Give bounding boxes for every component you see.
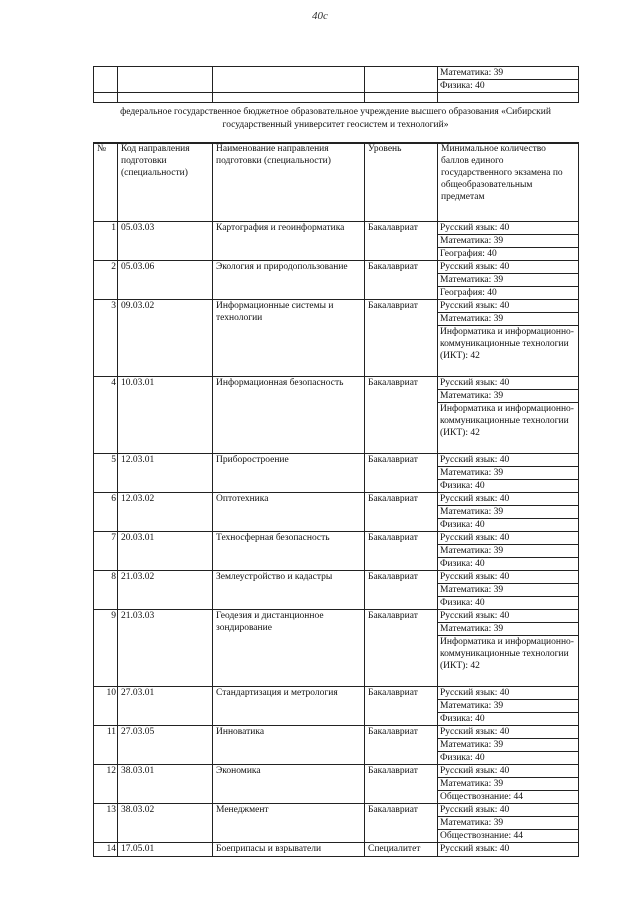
row-code: 27.03.01 <box>118 687 213 726</box>
row-code: 21.03.03 <box>118 610 213 687</box>
subject-cell: Физика: 40 <box>440 753 485 763</box>
subject-cell: Физика: 40 <box>440 520 485 530</box>
row-level: Бакалавриат <box>365 571 438 610</box>
institution-block <box>93 102 578 144</box>
institution-name: федеральное государственное бюджетное образовательное учреждение высшего образования «Сибирский государственный университет геосистем и технологий» <box>120 107 551 130</box>
table-row <box>94 454 579 493</box>
subject-cell: Обществознание: 44 <box>440 831 523 841</box>
row-level: Бакалавриат <box>365 765 438 804</box>
row-number: 6 <box>94 493 118 532</box>
subject-cell: Физика: 40 <box>440 81 485 91</box>
row-subjects <box>438 571 579 610</box>
row-code: 17.05.01 <box>118 843 213 857</box>
row-subjects <box>438 610 579 687</box>
row-number: 11 <box>94 726 118 765</box>
row-subjects <box>438 843 579 857</box>
row-name: Боеприпасы и взрыватели <box>213 843 365 857</box>
subject-cell: Русский язык: 40 <box>438 726 578 739</box>
table-body <box>94 222 579 857</box>
subject-cell: Математика: 39 <box>438 778 578 791</box>
subject-cell: Русский язык: 40 <box>440 844 510 854</box>
row-number: 13 <box>94 804 118 843</box>
table-row <box>94 687 579 726</box>
subject-cell: Русский язык: 40 <box>438 571 578 584</box>
row-code: 10.03.01 <box>118 377 213 454</box>
row-level: Специалитет <box>365 843 438 857</box>
row-code: 09.03.02 <box>118 300 213 377</box>
row-number: 4 <box>94 377 118 454</box>
row-level: Бакалавриат <box>365 804 438 843</box>
row-code: 05.03.03 <box>118 222 213 261</box>
row-subjects <box>438 726 579 765</box>
subject-cell: Математика: 39 <box>438 545 578 558</box>
table-row <box>94 222 579 261</box>
row-level: Бакалавриат <box>365 377 438 454</box>
row-number: 1 <box>94 222 118 261</box>
subject-cell: Математика: 39 <box>438 700 578 713</box>
row-name: Информационные системы и технологии <box>213 300 365 377</box>
row-name: Стандартизация и метрология <box>213 687 365 726</box>
subject-cell: Математика: 39 <box>438 67 578 80</box>
subject-cell: Математика: 39 <box>438 817 578 830</box>
subject-cell: География: 40 <box>440 249 497 259</box>
row-number: 10 <box>94 687 118 726</box>
row-code: 12.03.01 <box>118 454 213 493</box>
subject-cell: Русский язык: 40 <box>438 687 578 700</box>
row-code: 38.03.01 <box>118 765 213 804</box>
subject-cell: Русский язык: 40 <box>438 300 578 313</box>
row-number: 9 <box>94 610 118 687</box>
subject-cell: Математика: 39 <box>438 313 578 326</box>
row-name: Менеджмент <box>213 804 365 843</box>
subject-cell: Русский язык: 40 <box>438 804 578 817</box>
row-subjects <box>438 765 579 804</box>
subject-cell: Математика: 39 <box>438 235 578 248</box>
exam-scores-table <box>93 142 579 857</box>
row-level: Бакалавриат <box>365 687 438 726</box>
row-name: Землеустройство и кадастры <box>213 571 365 610</box>
subject-cell: Обществознание: 44 <box>440 792 523 802</box>
row-subjects <box>438 300 579 377</box>
subject-cell: География: 40 <box>440 288 497 298</box>
row-subjects <box>438 532 579 571</box>
subject-cell: Русский язык: 40 <box>438 610 578 623</box>
row-level: Бакалавриат <box>365 261 438 300</box>
row-number: 5 <box>94 454 118 493</box>
row-level: Бакалавриат <box>365 493 438 532</box>
subject-cell: Математика: 39 <box>438 506 578 519</box>
row-code: 20.03.01 <box>118 532 213 571</box>
header-level: Уровень <box>365 143 438 222</box>
row-number: 2 <box>94 261 118 300</box>
subject-cell: Русский язык: 40 <box>438 222 578 235</box>
page-number: 40с <box>312 10 328 22</box>
table-row <box>94 804 579 843</box>
subject-cell: Математика: 39 <box>438 623 578 636</box>
row-number: 8 <box>94 571 118 610</box>
row-name: Инноватика <box>213 726 365 765</box>
row-subjects <box>438 804 579 843</box>
table-row <box>94 261 579 300</box>
table-row <box>94 493 579 532</box>
row-name: Геодезия и дистанционное зондирование <box>213 610 365 687</box>
subject-cell: Физика: 40 <box>440 598 485 608</box>
subject-cell: Математика: 39 <box>438 390 578 403</box>
subject-cell: Русский язык: 40 <box>438 454 578 467</box>
row-number: 7 <box>94 532 118 571</box>
subject-cell: Русский язык: 40 <box>438 532 578 545</box>
row-name: Экономика <box>213 765 365 804</box>
table-row <box>94 532 579 571</box>
row-name: Экология и природопользование <box>213 261 365 300</box>
row-code: 27.03.05 <box>118 726 213 765</box>
row-code: 12.03.02 <box>118 493 213 532</box>
row-name: Информационная безопасность <box>213 377 365 454</box>
subject-cell: Математика: 39 <box>438 584 578 597</box>
row-number: 3 <box>94 300 118 377</box>
row-subjects <box>438 454 579 493</box>
row-code: 38.03.02 <box>118 804 213 843</box>
row-level: Бакалавриат <box>365 300 438 377</box>
header-min-score: Минимальное количество баллов единого государственного экзамена по общеобразовательным предметам <box>438 143 579 222</box>
row-level: Бакалавриат <box>365 454 438 493</box>
header-name: Наименование направления подготовки (специальности) <box>213 143 365 222</box>
subject-cell: Математика: 39 <box>438 467 578 480</box>
table-row <box>94 610 579 687</box>
row-number: 14 <box>94 843 118 857</box>
continuation-table <box>93 66 579 103</box>
row-code: 05.03.06 <box>118 261 213 300</box>
subject-cell: Русский язык: 40 <box>438 493 578 506</box>
row-name: Оптотехника <box>213 493 365 532</box>
table-row <box>94 377 579 454</box>
row-level: Бакалавриат <box>365 532 438 571</box>
subject-cell: Информатика и информационно-коммуникационные технологии (ИКТ): 42 <box>440 404 574 438</box>
row-subjects <box>438 493 579 532</box>
table-header-row <box>94 143 579 222</box>
row-name: Техносферная безопасность <box>213 532 365 571</box>
subject-cell: Русский язык: 40 <box>438 765 578 778</box>
subject-cell: Физика: 40 <box>440 714 485 724</box>
table-row <box>94 726 579 765</box>
table-row <box>94 843 579 857</box>
row-subjects <box>438 261 579 300</box>
row-level: Бакалавриат <box>365 726 438 765</box>
row-name: Картография и геоинформатика <box>213 222 365 261</box>
row-subjects <box>438 687 579 726</box>
header-code: Код направления подготовки (специальности) <box>118 143 213 222</box>
row-level: Бакалавриат <box>365 610 438 687</box>
subject-cell: Русский язык: 40 <box>438 261 578 274</box>
subject-cell: Физика: 40 <box>440 559 485 569</box>
subject-cell: Русский язык: 40 <box>438 377 578 390</box>
subject-cell: Информатика и информационно-коммуникационные технологии (ИКТ): 42 <box>440 637 574 671</box>
table-row <box>94 300 579 377</box>
subject-cell: Физика: 40 <box>440 481 485 491</box>
subject-cell: Математика: 39 <box>438 739 578 752</box>
subject-cell: Математика: 39 <box>438 274 578 287</box>
row-number: 12 <box>94 765 118 804</box>
row-code: 21.03.02 <box>118 571 213 610</box>
row-name: Приборостроение <box>213 454 365 493</box>
row-subjects <box>438 222 579 261</box>
row-subjects <box>438 377 579 454</box>
table-row <box>94 571 579 610</box>
header-num: № <box>94 143 118 222</box>
subject-cell: Информатика и информационно-коммуникационные технологии (ИКТ): 42 <box>440 327 574 361</box>
table-row <box>94 765 579 804</box>
row-level: Бакалавриат <box>365 222 438 261</box>
